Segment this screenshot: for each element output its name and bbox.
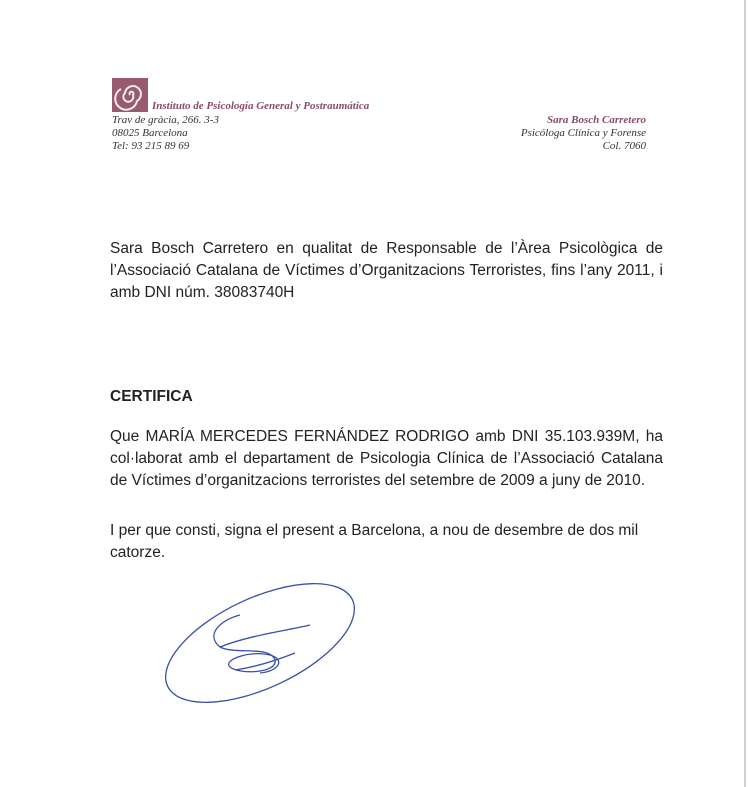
institute-name: Instituto de Psicología General y Postraumática <box>152 100 370 112</box>
intro-paragraph: Sara Bosch Carretero en qualitat de Responsable de l’Àrea Psicològica de l’Associació Catalana de Víctimes d’Organitzacions Terroristes, fins l’any 2011, i amb DNI núm. 38083740H <box>110 240 663 301</box>
address-street: Trav de gràcia, 266. 3-3 <box>112 114 219 126</box>
signatory-col: Col. 7060 <box>602 140 646 152</box>
institute-address <box>112 114 219 153</box>
signatory-name: Sara Bosch Carretero <box>546 114 646 126</box>
institute-logo <box>112 78 148 112</box>
closing-paragraph: I per que consti, signa el present a Barcelona, a nou de desembre de dos mil catorze. <box>110 522 639 561</box>
certify-paragraph: Que MARÍA MERCEDES FERNÁNDEZ RODRIGO amb DNI 35.103.939M, ha col·laborat amb el departament de Psicologia Clínica de l’Associació Catalana de Víctimes d’organitzacions terroristes del setembre de 2009 a juny de 2010. <box>110 428 663 489</box>
address-phone: Tel: 93 215 89 69 <box>112 140 190 152</box>
address-city: 08025 Barcelona <box>112 127 188 139</box>
signatory-info <box>521 114 646 153</box>
signature <box>160 575 360 715</box>
certifica-heading: CERTIFICA <box>110 388 193 405</box>
page-edge <box>744 0 746 787</box>
signatory-title: Psicóloga Clínica y Forense <box>520 127 646 139</box>
